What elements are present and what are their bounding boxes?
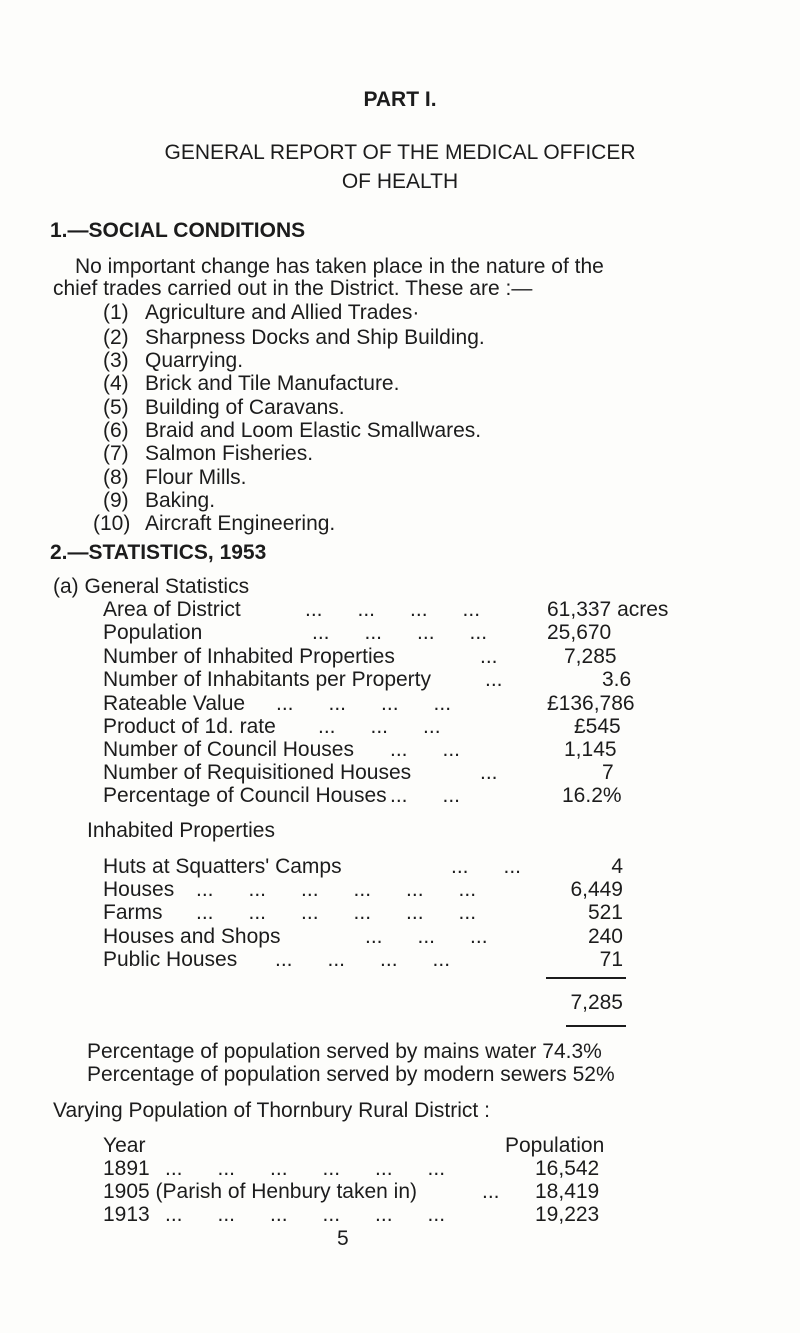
stat-label: Population (103, 621, 203, 644)
trade-text: Flour Mills. (145, 466, 247, 489)
year-population: 18,419 (535, 1180, 600, 1203)
leader-dots: ... ... ... (365, 925, 488, 948)
property-label: Houses (103, 878, 175, 901)
leader-dots: ... ... ... ... ... ... (165, 1203, 446, 1226)
part-heading: PART I. (363, 88, 437, 111)
inhabited-properties-heading: Inhabited Properties (87, 819, 275, 842)
stat-label: Rateable Value (103, 692, 246, 715)
leader-dots: ... ... ... ... (305, 598, 481, 621)
leader-dots: ... ... ... ... (312, 621, 488, 644)
leader-dots: ... ... ... (318, 715, 441, 738)
total-rule-top (546, 977, 626, 979)
stat-label: Percentage of Council Houses (103, 784, 387, 807)
trade-num: (2) (103, 326, 129, 349)
stat-label: Number of Requisitioned Houses (103, 761, 412, 784)
leader-dots: ... (482, 1180, 500, 1203)
trade-num: (8) (103, 466, 129, 489)
trade-text: Sharpness Docks and Ship Building. (145, 326, 485, 349)
leader-dots: ... ... (390, 784, 461, 807)
property-value: 4 (611, 855, 623, 878)
stat-label: Product of 1d. rate (103, 715, 276, 738)
property-label: Farms (103, 901, 163, 924)
trade-num: (5) (103, 396, 129, 419)
trade-num: (10) (93, 512, 131, 535)
leader-dots: ... ... ... ... ... ... (196, 901, 477, 924)
leader-dots: ... (480, 645, 498, 668)
leader-dots: ... ... ... ... (275, 948, 451, 971)
page-number: 5 (337, 1227, 349, 1250)
trade-text: Agriculture and Allied Trades· (145, 301, 420, 324)
property-value: 6,449 (570, 878, 623, 901)
trade-num: (6) (103, 419, 129, 442)
property-label: Huts at Squatters' Camps (103, 855, 342, 878)
stat-label: Number of Inhabited Properties (103, 645, 395, 668)
trade-text: Quarrying. (145, 349, 244, 372)
trade-text: Building of Caravans. (145, 396, 345, 419)
report-title-line1: GENERAL REPORT OF THE MEDICAL OFFICER (164, 141, 636, 164)
property-value: 240 (587, 925, 623, 948)
modern-sewers-line: Percentage of population served by modern sewers 52% (87, 1063, 615, 1086)
stat-value: £136,786 (547, 692, 635, 715)
section1-intro-line1: No important change has taken place in the nature of the (75, 255, 604, 278)
inhabited-total: 7,285 (570, 991, 623, 1014)
trade-num: (9) (103, 489, 129, 512)
stat-value: 1,145 (564, 738, 617, 761)
stat-value: £545 (574, 715, 621, 738)
trade-num: (7) (103, 442, 129, 465)
section2-heading: 2.—STATISTICS, 1953 (50, 541, 267, 564)
stat-value: 16.2% (562, 784, 622, 807)
stat-value: 61,337 acres (547, 598, 669, 621)
year-label: 1891 (103, 1157, 150, 1180)
leader-dots: ... ... ... ... ... ... (165, 1157, 446, 1180)
population-column-header: Population (505, 1134, 605, 1157)
section1-intro-line2: chief trades carried out in the District. These are :— (53, 277, 533, 300)
year-population: 19,223 (535, 1203, 600, 1226)
leader-dots: ... ... (451, 855, 522, 878)
property-label: Houses and Shops (103, 925, 281, 948)
trade-text: Braid and Loom Elastic Smallwares. (145, 419, 482, 442)
leader-dots: ... ... ... ... (276, 692, 452, 715)
trade-text: Salmon Fisheries. (145, 442, 314, 465)
report-title-line2: OF HEALTH (341, 170, 459, 193)
property-value: 71 (599, 948, 623, 971)
total-rule-bottom (566, 1025, 626, 1027)
stat-value: 25,670 (547, 621, 612, 644)
trade-text: Baking. (145, 489, 216, 512)
year-label: 1905 (Parish of Henbury taken in) (103, 1180, 418, 1203)
property-label: Public Houses (103, 948, 238, 971)
leader-dots: ... ... (390, 738, 461, 761)
stat-value: 7 (602, 761, 614, 784)
stat-label: Area of District (103, 598, 241, 621)
leader-dots: ... (480, 761, 498, 784)
mains-water-line: Percentage of population served by mains water 74.3% (87, 1040, 602, 1063)
stat-label: Number of Inhabitants per Property (103, 668, 432, 691)
stat-label: Number of Council Houses (103, 738, 354, 761)
trade-num: (3) (103, 349, 129, 372)
trade-num: (4) (103, 372, 129, 395)
trade-text: Brick and Tile Manufacture. (145, 372, 400, 395)
leader-dots: ... (485, 668, 503, 691)
trade-num: (1) (103, 301, 129, 324)
stat-value: 7,285 (564, 645, 617, 668)
section1-heading: 1.—SOCIAL CONDITIONS (50, 219, 306, 242)
trade-text: Aircraft Engineering. (145, 512, 336, 535)
property-value: 521 (587, 901, 623, 924)
year-label: 1913 (103, 1203, 150, 1226)
leader-dots: ... ... ... ... ... ... (196, 878, 477, 901)
varying-population-heading: Varying Population of Thornbury Rural District : (53, 1099, 490, 1122)
stat-value: 3.6 (602, 668, 632, 691)
year-population: 16,542 (535, 1157, 600, 1180)
general-statistics-heading: (a) General Statistics (53, 575, 250, 598)
year-column-header: Year (103, 1134, 146, 1157)
